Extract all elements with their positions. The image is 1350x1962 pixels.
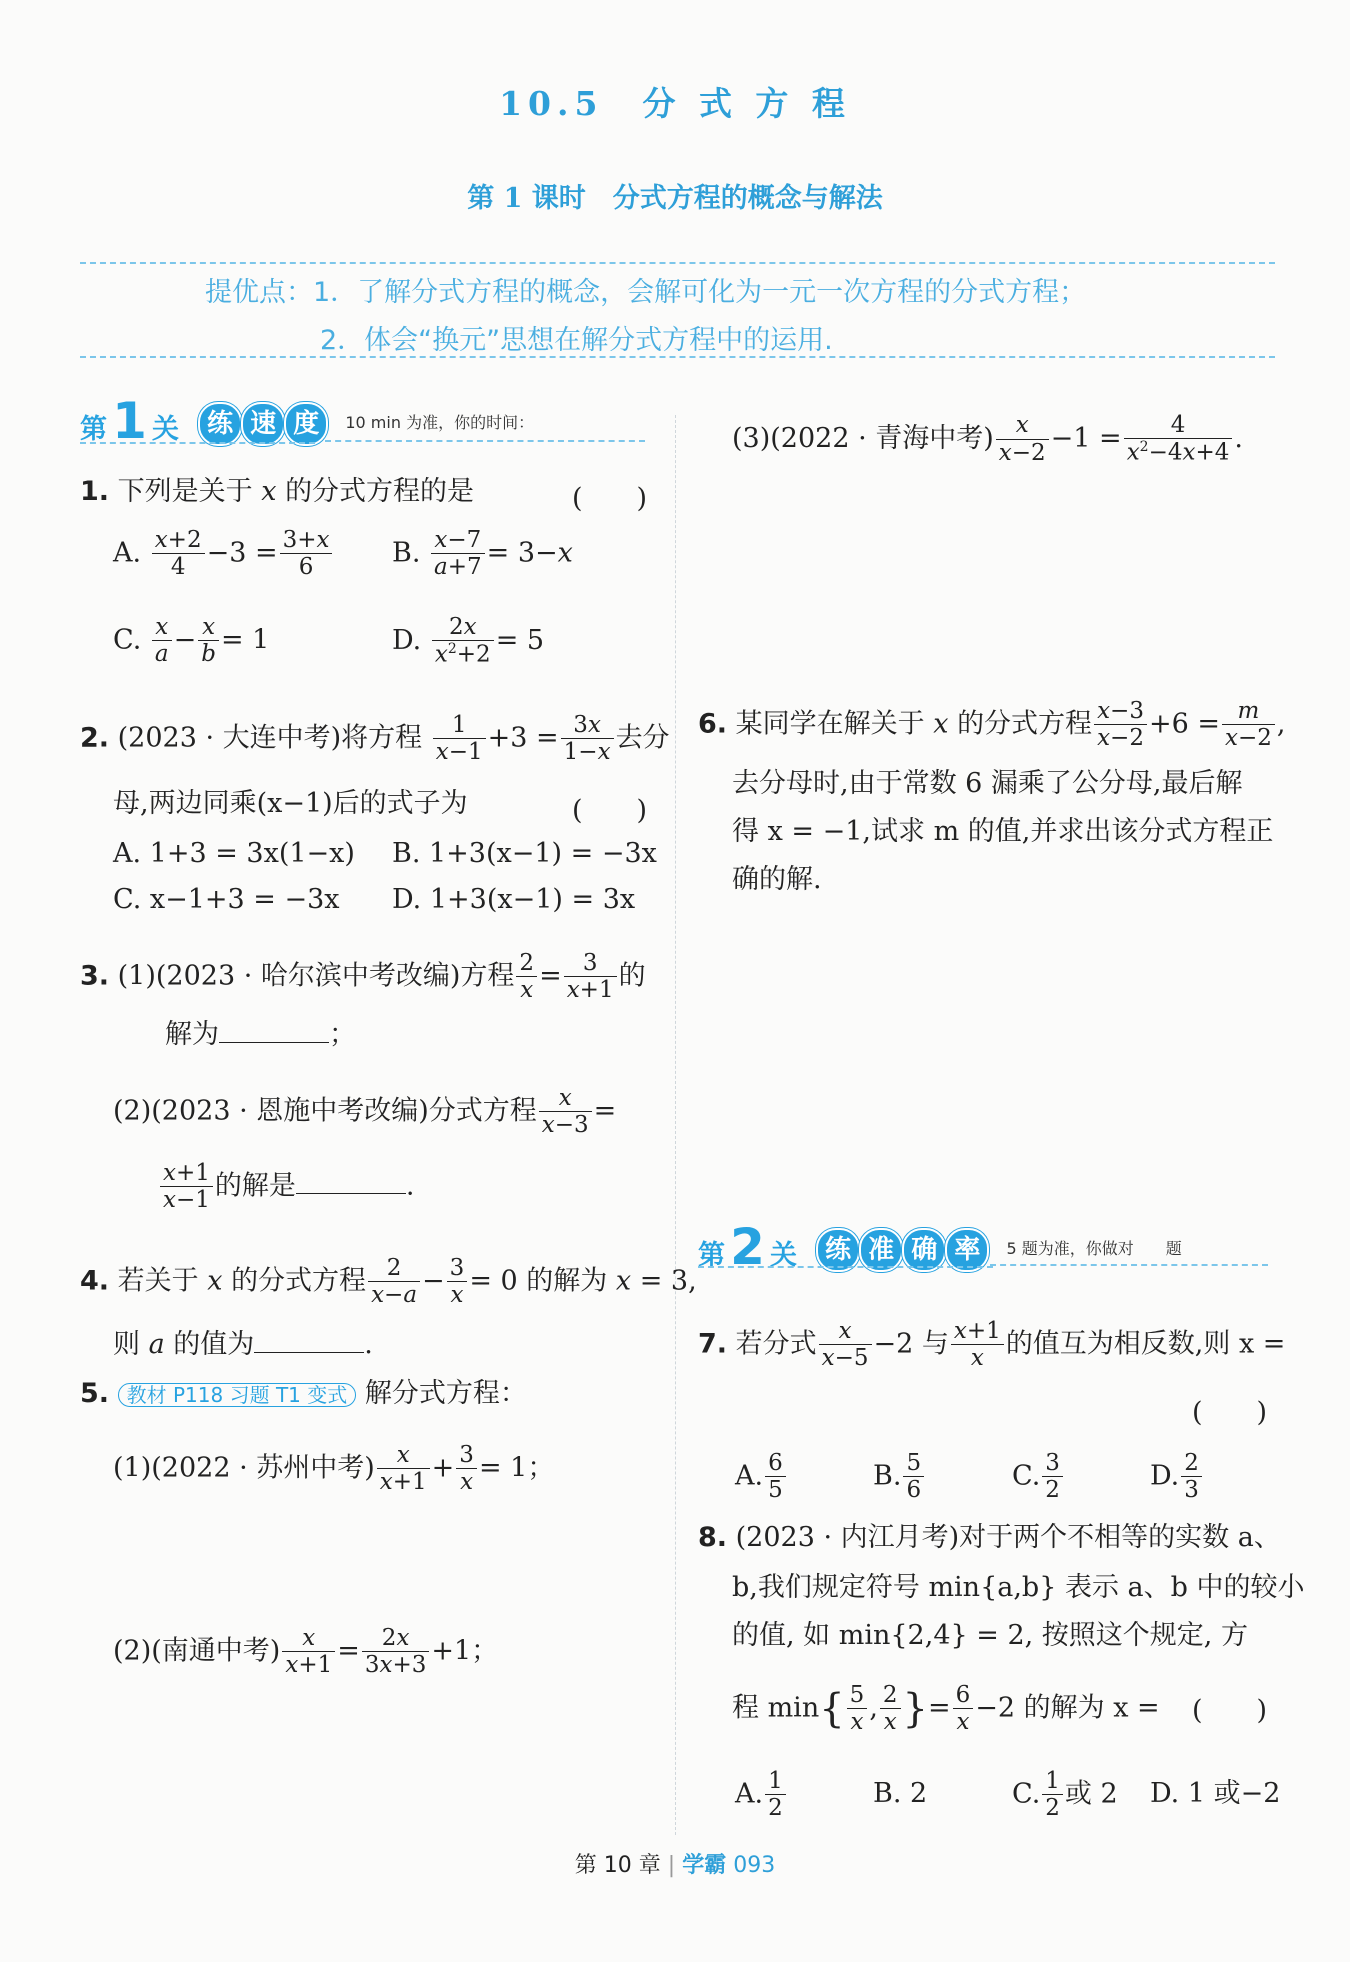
page-footer: 第 10 章 | 学霸 093	[574, 1853, 776, 1878]
q6-line-3: 得 x = −1,试求 m 的值,并求出该分式方程正	[732, 816, 1274, 847]
question-text: (2023 · 大连中考)将方程	[117, 722, 423, 754]
question-text: 去分	[615, 722, 670, 754]
q1-option-c[interactable]: C. $\frac{x}{a}$ − $\frac{x}{b}$ = 1	[113, 614, 270, 668]
option-label: D.	[1150, 1460, 1180, 1492]
goals-top-divider	[80, 262, 1275, 264]
level2-guan: 关	[769, 1240, 797, 1271]
question-text: = 0 的解为	[469, 1265, 608, 1297]
badge-char: 率	[945, 1228, 989, 1272]
question-text: 程 min	[732, 1692, 820, 1724]
answer-blank[interactable]	[219, 1020, 329, 1043]
q8-option-c[interactable]: C. $\frac{1}{2}$ 或 2	[1012, 1768, 1118, 1822]
badge-char: 确	[902, 1228, 946, 1272]
question-text: 若分式	[735, 1328, 817, 1360]
answer-paren[interactable]: ( )	[1192, 1397, 1268, 1428]
question-text: (3)(2022 · 青海中考)	[732, 422, 994, 454]
q8-line-2: b,我们规定符号 min{a,b} 表示 a、b 中的较小	[732, 1572, 1305, 1603]
q8-option-d[interactable]: D. 1 或−2	[1150, 1778, 1281, 1809]
question-text: (2)(2023 · 恩施中考改编)分式方程	[113, 1095, 537, 1127]
option-text: 或 2	[1064, 1778, 1118, 1810]
q5-part2: (2)(南通中考) $\frac{x}{x+1}$ = $\frac{2x}{3x+3}$ +1；	[113, 1625, 499, 1679]
answer-paren[interactable]: ( )	[1192, 1695, 1268, 1726]
option-label: C.	[1012, 1778, 1041, 1810]
option-label: B.	[392, 537, 421, 569]
question-text: 的分式方程的是	[285, 476, 475, 507]
q6-line-4: 确的解.	[732, 864, 822, 895]
goal-line-2: 2．体会“换元”思想在解分式方程中的运用.	[320, 325, 833, 356]
badge-char: 练	[198, 402, 242, 446]
question-text: (1)(2022 · 苏州中考)	[113, 1452, 375, 1484]
answer-blank[interactable]	[296, 1171, 406, 1194]
q8-option-a[interactable]: A. $\frac{1}{2}$	[735, 1768, 788, 1822]
option-label: A.	[735, 1460, 764, 1492]
level1-guan: 关	[151, 414, 179, 445]
option-label: D.	[392, 624, 422, 656]
page-number: 093	[733, 1853, 776, 1878]
question-text: 则	[113, 1329, 140, 1360]
question-number: 4.	[80, 1265, 110, 1297]
level1-underline-right	[325, 440, 645, 442]
level1-di: 第	[80, 414, 107, 445]
q8-option-b[interactable]: B. 2	[873, 1778, 928, 1809]
level2-di: 第	[698, 1240, 725, 1271]
level1-underline-left	[80, 442, 315, 444]
footer-brand: 学霸	[682, 1853, 727, 1878]
q8-line-3: 的值, 如 min{2,4} = 2, 按照这个规定, 方	[732, 1620, 1248, 1651]
level2-underline-right	[990, 1264, 1268, 1266]
q8-line-4: 程 min{ $\frac{5}{x}$ , $\frac{2}{x}$ }= $\frac{6}{x}$ −2 的解为 x =	[732, 1682, 1160, 1736]
question-text: (2)(南通中考)	[113, 1635, 281, 1667]
q2-option-d[interactable]: D. 1+3(x−1) = 3x	[392, 884, 636, 915]
question-8	[698, 1524, 1281, 1551]
question-2: 2. (2023 · 大连中考)将方程 $\frac{1}{x-1}$ +3 = $\frac{3x}{1-x}$ 去分	[80, 712, 670, 766]
level2-number: 2	[730, 1218, 765, 1276]
q2-line-2: 母,两边同乘(x−1)后的式子为	[113, 788, 468, 819]
column-divider	[675, 415, 676, 1835]
q2-option-c[interactable]: C. x−1+3 = −3x	[113, 884, 340, 915]
goal-label: 提优点：	[205, 277, 313, 308]
question-5	[80, 1380, 527, 1407]
question-6: 6. 某同学在解关于 x 的分式方程 $\frac{x-3}{x-2}$ +6 = $\frac{m}{x-2}$ ,	[698, 698, 1286, 752]
question-text: (1)(2023 · 哈尔滨中考改编)方程	[117, 960, 515, 992]
section-title: 10.5 分 式 方 程	[499, 84, 851, 123]
level2-note: 5 题为准，你做对 题	[1006, 1239, 1182, 1258]
question-number: 8.	[698, 1522, 728, 1553]
question-text: (2023 · 内江月考)对于两个不相等的实数 a、	[735, 1522, 1281, 1553]
question-text: 解为	[165, 1019, 219, 1050]
question-text: 的值为	[173, 1329, 255, 1360]
question-text: 的解是	[214, 1170, 296, 1202]
question-text: 与	[921, 1328, 949, 1360]
question-text: 的	[618, 960, 646, 992]
q1-option-b[interactable]: B. $\frac{x-7}{a+7}$ = 3−x	[392, 527, 573, 581]
option-label: B.	[873, 1460, 902, 1492]
question-number: 6.	[698, 708, 728, 740]
q3-part2: (2)(2023 · 恩施中考改编)分式方程 $\frac{x}{x-3}$ =	[113, 1085, 617, 1139]
textbook-tag: 教材 P118 习题 T1 变式	[118, 1383, 357, 1407]
level1-number: 1	[112, 392, 147, 450]
question-text: 的分式方程	[231, 1265, 367, 1297]
q7-option-b[interactable]: B. $\frac{5}{6}$	[873, 1450, 926, 1504]
question-number: 3.	[80, 960, 110, 992]
goal-text-1: 1．了解分式方程的概念，会解可化为一元一次方程的分式方程；	[313, 277, 1087, 308]
q7-option-d[interactable]: D. $\frac{2}{3}$	[1150, 1450, 1204, 1504]
q2-option-a[interactable]: A. 1+3 = 3x(1−x)	[113, 838, 355, 869]
question-text: 若关于	[117, 1265, 199, 1297]
question-4: 4. 若关于 x 的分式方程 $\frac{2}{x-a}$ − $\frac{3}{x}$ = 0 的解为 x = 3,	[80, 1255, 697, 1309]
question-text: 的值互为相反数,则 x =	[1005, 1328, 1286, 1360]
q5-part3: (3)(2022 · 青海中考) $\frac{x}{x-2}$ −1 = $\frac{4}{x^2-4x+4}$ .	[732, 412, 1243, 467]
goal-line-1	[205, 270, 1086, 309]
answer-blank[interactable]	[254, 1330, 364, 1353]
footer-chapter: 第 10 章	[574, 1853, 661, 1878]
q3-part2-answer: $\frac{x+1}{x-1}$ 的解是 .	[158, 1160, 414, 1214]
badge-char: 度	[284, 402, 328, 446]
lesson-title: 第 1 课时 分式方程的概念与解法	[467, 183, 883, 214]
question-text: 的分式方程	[957, 708, 1093, 740]
badge-char: 准	[859, 1228, 903, 1272]
q4-line-2: 则 a 的值为 .	[113, 1329, 373, 1360]
question-1: 1. 下列是关于 x 的分式方程的是	[80, 476, 475, 507]
option-label: C.	[1012, 1460, 1041, 1492]
q5-part1: (1)(2022 · 苏州中考) $\frac{x}{x+1}$ + $\frac{3}{x}$ = 1；	[113, 1442, 555, 1496]
question-3: 3. (1)(2023 · 哈尔滨中考改编)方程 $\frac{2}{x}$ = $\frac{3}{x+1}$ 的	[80, 950, 646, 1004]
question-text: 下列是关于	[117, 476, 253, 507]
option-label: A.	[113, 537, 142, 569]
answer-paren[interactable]: ( )	[572, 483, 648, 514]
level1-note: 10 min 为准，你的时间：	[345, 413, 535, 432]
q1-option-a[interactable]: A. $\frac{x+2}{4}$ −3 = $\frac{3+x}{6}$	[113, 527, 334, 581]
q2-option-b[interactable]: B. 1+3(x−1) = −3x	[392, 838, 657, 869]
q7-option-a[interactable]: A. $\frac{6}{5}$	[735, 1450, 788, 1504]
level2-underline-left	[698, 1266, 993, 1268]
q3-part1-answer: 解为 ；	[165, 1019, 356, 1050]
question-number: 1.	[80, 476, 110, 507]
option-label: A.	[735, 1778, 764, 1810]
question-number: 5.	[80, 1378, 110, 1409]
question-7: 7. 若分式 $\frac{x}{x-5}$ −2 与 $\frac{x+1}{x}$ 的值互为相反数,则 x =	[698, 1318, 1286, 1372]
question-text: 解分式方程：	[364, 1378, 527, 1409]
answer-paren[interactable]: ( )	[572, 795, 648, 826]
q7-option-c[interactable]: C. $\frac{3}{2}$	[1012, 1450, 1065, 1504]
question-number: 2.	[80, 722, 110, 754]
q6-line-2: 去分母时,由于常数 6 漏乘了公分母,最后解	[732, 768, 1243, 799]
badge-char: 速	[241, 402, 285, 446]
q1-option-d[interactable]: D. $\frac{2x}{x^2+2}$ = 5	[392, 614, 545, 669]
question-number: 7.	[698, 1328, 728, 1360]
question-text: 的解为 x =	[1023, 1692, 1160, 1724]
option-label: C.	[113, 624, 142, 656]
level1-badges	[198, 402, 322, 446]
question-text: 某同学在解关于	[735, 708, 925, 740]
goals-bottom-divider	[80, 356, 1275, 358]
badge-char: 练	[816, 1228, 860, 1272]
